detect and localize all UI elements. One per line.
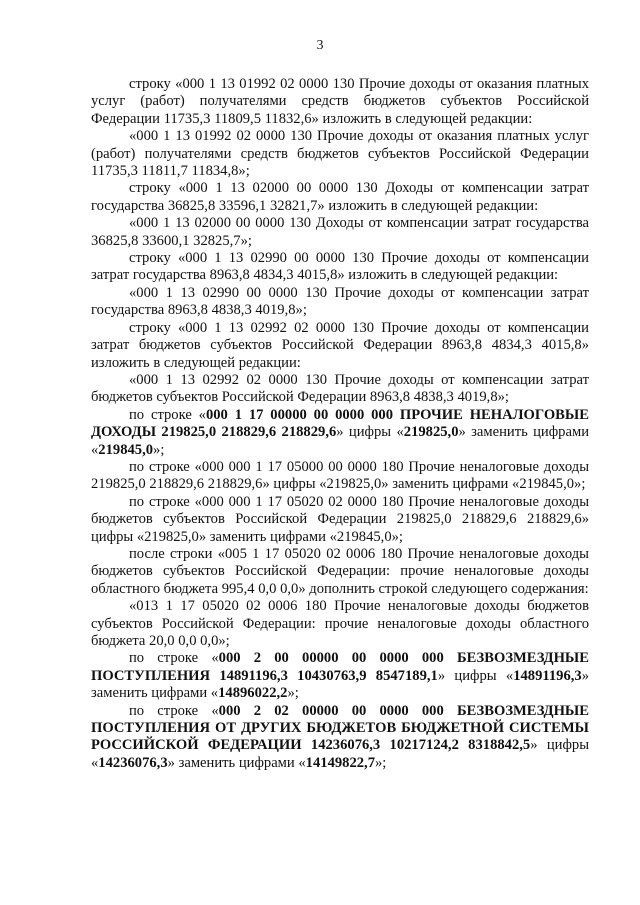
paragraph	[91, 250, 589, 285]
bold-text-run: 14149822,7	[305, 754, 375, 771]
bold-text-run: 14896022,2	[218, 685, 288, 702]
text-run: «000 1 13 02992 02 0000 130 Прочие доходы от компенсации затрат бюджетов субъектов Российской Федерации 8963,8 4838,3 4019,8»;	[91, 371, 589, 406]
text-run: » заменить цифрами «	[91, 424, 589, 458]
text-run: » заменить цифрами «	[167, 754, 306, 771]
text-run: по строке «000 000 1 17 05020 02 0000 180 Прочие неналоговые доходы бюджетов субъектов Российской Федерации 219825,0 218829,6 218829,6» цифры «219825,0» заменить цифрами «219845,0»;	[91, 493, 589, 545]
text-run: »;	[287, 685, 299, 702]
text-run: строку «000 1 13 01992 02 0000 130 Прочие доходы от оказания платных услуг (работ) получателями средств бюджетов субъектов Российской Федерации 11735,3 11809,5 11832,6» изложить в следующей редакции:	[91, 76, 589, 127]
document-body	[91, 76, 589, 772]
paragraph	[91, 180, 589, 215]
paragraph	[91, 320, 589, 372]
paragraph	[91, 76, 589, 128]
paragraph	[91, 494, 589, 546]
paragraph	[91, 128, 589, 180]
text-run: » цифры «	[336, 424, 404, 441]
paragraph	[91, 285, 589, 320]
text-run: по строке «	[129, 650, 219, 667]
bold-text-run: 000 1 17 00000 00 0000 000 ПРОЧИЕ НЕНАЛОГОВЫЕ ДОХОДЫ 219825,0 218829,6 218829,6	[91, 406, 589, 441]
bold-text-run: 219825,0	[403, 424, 459, 441]
text-run: «000 1 13 02000 00 0000 130 Доходы от компенсации затрат государства 36825,8 33600,1 32825,7»;	[91, 215, 589, 249]
text-run: строку «000 1 13 02000 00 0000 130 Доходы от компенсации затрат государства 36825,8 33596,1 32821,7» изложить в следующей редакции:	[91, 180, 589, 214]
text-run: по строке «000 000 1 17 05000 00 0000 180 Прочие неналоговые доходы 219825,0 218829,6 218829,6» цифры «219825,0» заменить цифрами «219845,0»;	[91, 458, 589, 493]
text-run: по строке «	[129, 406, 206, 423]
text-run: »;	[375, 754, 387, 771]
text-run: «013 1 17 05020 02 0006 180 Прочие неналоговые доходы бюджетов субъектов Российской Федерации: прочие неналоговые доходы областного бюджета 20,0 0,0 0,0»;	[91, 598, 589, 649]
paragraph	[91, 459, 589, 494]
text-run: строку «000 1 13 02990 00 0000 130 Прочие доходы от компенсации затрат государства 8963,8 4834,3 4015,8» изложить в следующей редакции:	[91, 250, 589, 284]
text-run: «000 1 13 01992 02 0000 130 Прочие доходы от оказания платных услуг (работ) получателями средств бюджетов субъектов Российской Федерации 11735,3 11811,7 11834,8»;	[91, 128, 589, 180]
text-run: строку «000 1 13 02992 02 0000 130 Прочие доходы от компенсации затрат бюджетов субъектов Российской Федерации 8963,8 4834,3 4015,8» изложить в следующей редакции:	[91, 319, 589, 371]
paragraph	[91, 372, 589, 407]
text-run: » заменить цифрами «	[91, 667, 589, 702]
paragraph	[91, 703, 589, 773]
bold-text-run: 000 2 02 00000 00 0000 000 БЕЗВОЗМЕЗДНЫЕ ПОСТУПЛЕНИЯ ОТ ДРУГИХ БЮДЖЕТОВ БЮДЖЕТНОЙ СИСТЕМЫ РОССИЙСКОЙ ФЕДЕРАЦИИ 14236076,3 10217124,2 8318842,5	[91, 702, 589, 754]
page-number: 3	[316, 38, 324, 53]
bold-text-run: 219845,0	[98, 441, 154, 458]
paragraph	[91, 546, 589, 598]
text-run: » цифры «	[437, 667, 514, 684]
paragraph	[91, 598, 589, 650]
paragraph	[91, 650, 589, 702]
text-run: «000 1 13 02990 00 0000 130 Прочие доходы от компенсации затрат государства 8963,8 4838,3 4019,8»;	[91, 284, 589, 319]
bold-text-run: 14891196,3	[513, 667, 582, 684]
text-run: после строки «005 1 17 05020 02 0006 180 Прочие неналоговые доходы бюджетов субъектов Российской Федерации: прочие неналоговые доходы областного бюджета 995,4 0,0 0,0» дополнить строкой следующего содержания:	[91, 545, 589, 597]
bold-text-run: 000 2 00 00000 00 0000 000 БЕЗВОЗМЕЗДНЫЕ ПОСТУПЛЕНИЯ 14891196,3 10430763,9 8547189,1	[91, 650, 589, 684]
text-run: » цифры «	[91, 737, 590, 771]
paragraph	[91, 407, 589, 459]
paragraph	[91, 215, 589, 250]
text-run: »;	[153, 441, 165, 458]
bold-text-run: 14236076,3	[98, 754, 168, 771]
text-run: по строке «	[129, 702, 219, 719]
